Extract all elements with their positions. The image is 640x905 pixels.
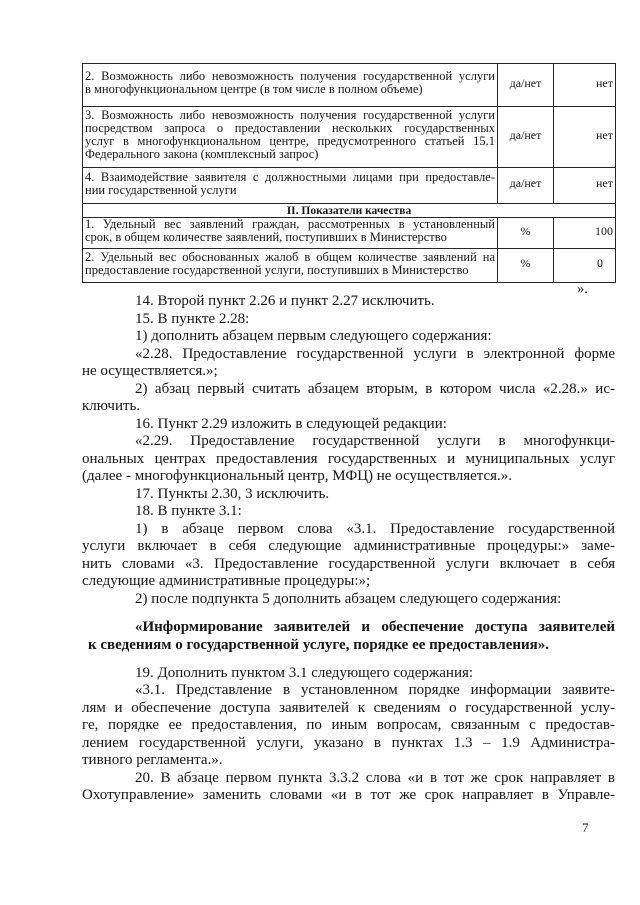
text-line: нить словами «3. Предоставление государственной услуги включает в себя (82, 555, 615, 572)
value-cell: 100 (554, 218, 616, 249)
text-line: «2.29. Предоставление государственной услуги в многофункци- (135, 433, 615, 449)
amendment-paragraph (82, 433, 615, 486)
table-row (83, 168, 616, 204)
value-cell: нет (554, 107, 616, 168)
text-line: 1) дополнить абзацем первым следующего содержания: (135, 328, 492, 344)
indicator-description (83, 249, 498, 283)
amendment-paragraph (82, 328, 615, 346)
text-line: «3.1. Представление в установленном порядке информации заявите- (135, 682, 615, 698)
text-line: не осуществляется.»; (82, 363, 218, 379)
text-line: 2) абзац первый считать абзацем вторым, в котором числа «2.28.» ис- (135, 380, 615, 397)
text-line: услуг в многофункциональном центре, предусмотренного статьей 15.1 (85, 134, 495, 148)
text-line: 1. Удельный вес заявлений граждан, рассмотренных в установленный (85, 217, 495, 231)
text-line: тивного регламента.». (82, 752, 223, 768)
text-line: 2. Удельный вес обоснованных жалоб в общем количестве заявлений на (85, 249, 495, 264)
amendment-paragraph (82, 346, 615, 381)
text-line: 15. В пункте 2.28: (135, 310, 250, 327)
text-line: срок, в общем количестве заявлений, поступивших в Министерство (85, 230, 447, 244)
text-line: 1) в абзаце первом слова «3.1. Предоставление государственной (135, 520, 615, 537)
text-line: 20. В абзаце первом пункта 3.3.2 слова «и в тот же срок направляет в (135, 769, 615, 786)
text-line: услуги включает в себя следующие административные процедуры:» заме- (82, 538, 615, 554)
unit-cell: да/нет (498, 107, 554, 168)
amendment-paragraph (82, 311, 615, 329)
text-line: Федерального закона (комплексный запрос) (85, 147, 319, 161)
text-line: «2.28. Предоставление государственной услуги в электронной форме (135, 345, 615, 362)
unit-cell: % (498, 218, 554, 249)
text-line: «Информирование заявителей и обеспечение доступа заявителей (135, 619, 615, 635)
indicator-description (83, 107, 498, 168)
text-line: 2. Возможность либо невозможность получения государственной услуги (85, 69, 495, 83)
section-title: II. Показатели качества (83, 204, 616, 218)
table-row (83, 249, 616, 283)
amendment-paragraph (82, 591, 615, 609)
document-body (82, 293, 615, 805)
amendment-paragraph (82, 665, 615, 683)
text-line: (далее - многофункциональный центр, МФЦ) не осуществляется.». (82, 468, 513, 484)
unit-cell: % (498, 249, 554, 283)
text-line: 2) после подпункта 5 дополнить абзацем следующего содержания: (135, 590, 562, 607)
text-line: 19. Дополнить пунктом 3.1 следующего содержания: (135, 664, 474, 681)
value-cell: нет (554, 168, 616, 204)
text-line: ональных центрах предоставления государственных и муниципальных услуг (82, 450, 615, 467)
indicator-description (83, 168, 498, 204)
text-line: ключить. (82, 398, 141, 414)
unit-cell: да/нет (498, 168, 554, 204)
table-row (83, 107, 616, 168)
amendment-paragraph (82, 416, 615, 434)
closing-quote-mark: ». (577, 281, 588, 297)
value-cell: 0 (554, 249, 616, 283)
table-row (83, 218, 616, 249)
value-cell: нет (554, 64, 616, 107)
indicators-table (82, 63, 616, 283)
text-line: 18. В пункте 3.1: (135, 503, 242, 519)
page-number: 7 (582, 820, 589, 835)
text-line: Охотуправление» заменить словами «и в тот же срок направляет в Управле- (82, 787, 615, 803)
unit-cell: да/нет (498, 64, 554, 107)
text-line: нии государственной услуги (85, 182, 237, 197)
text-line: 14. Второй пункт 2.26 и пункт 2.27 исключить. (135, 293, 435, 309)
section-header-row (83, 204, 616, 218)
amendment-paragraph (82, 293, 615, 311)
text-line: к сведениям о государственной услуге, порядке ее предоставления». (88, 636, 550, 653)
text-line: 17. Пункты 2.30, 3 исключить. (135, 485, 330, 502)
amendment-paragraph (82, 381, 615, 416)
indicator-description (83, 218, 498, 249)
amendment-paragraph (82, 682, 615, 770)
indicator-description (83, 64, 498, 107)
text-line: в многофункциональном центре (в том числе в полном объеме) (85, 82, 423, 96)
text-line: следующие административные процедуры:»; (82, 573, 371, 589)
text-line: посредством запроса о предоставлении нескольких государственных (85, 121, 495, 135)
amendment-paragraph (82, 770, 615, 805)
amendment-paragraph (82, 503, 615, 521)
text-line: 4. Взаимодействие заявителя с должностными лицами при предоставле- (85, 169, 495, 184)
amendment-paragraph (82, 486, 615, 504)
table-row (83, 64, 616, 107)
text-line: лением государственной услуги, указано в пунктах 1.3 – 1.9 Администра- (82, 734, 615, 751)
text-line: предоставление государственной услуги, поступивших в Министерство (85, 262, 469, 277)
text-line: 16. Пункт 2.29 изложить в следующей редакции: (135, 415, 447, 432)
amendment-paragraph (82, 521, 615, 591)
text-line: лям и обеспечение доступа заявителей к сведениям о государственной услу- (82, 699, 615, 716)
inserted-heading (82, 619, 615, 654)
text-line: ге, порядке ее предоставления, по иным вопросам, связанным с предостав- (82, 717, 615, 733)
text-line: 3. Возможность либо невозможность получения государственной услуги (85, 108, 495, 122)
